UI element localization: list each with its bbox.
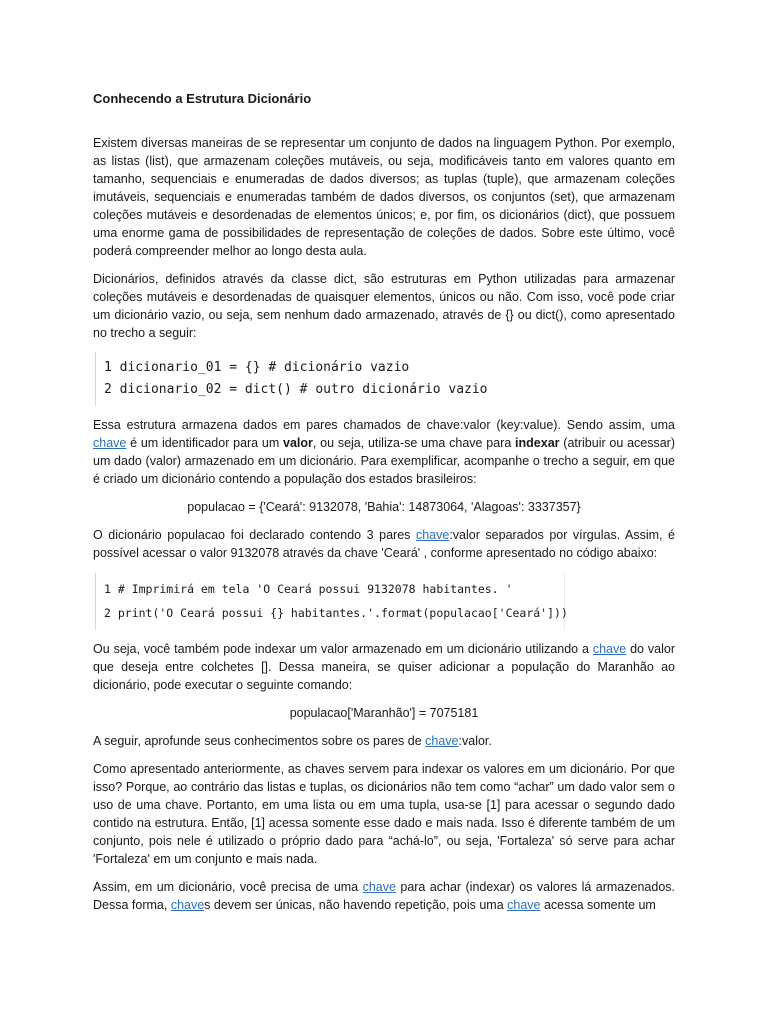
code-line: 1 dicionario_01 = {} # dicionário vazio (104, 360, 410, 375)
chave-link[interactable]: chave (170, 898, 205, 912)
text-run: (atribuir ou acessar) um dado (valor) armazenado em um dicionário. Para exemplificar, acompanhe o trecho a seguir, em que é criado um dicionário contendo a população dos estados brasileiros: (93, 436, 676, 486)
page-title: Conhecendo a Estrutura Dicionário (93, 91, 312, 106)
code-line: 2 dicionario_02 = dict() # outro dicionário vazio (104, 382, 488, 397)
example-maranhao: populacao['Maranhão'] = 7075181 (289, 706, 479, 720)
paragraph-populacao (93, 526, 675, 562)
bold-term-indexar: indexar (515, 436, 560, 450)
text-run: Assim, em um dicionário, você precisa de uma (93, 880, 363, 894)
text-run: , ou seja, utiliza-se uma chave para (312, 436, 516, 450)
text-run: para achar (indexar) os valores lá armazenados. Dessa forma, (93, 880, 675, 912)
code-line: 2 print('O Ceará possui {} habitantes.'.format(populacao['Ceará'])) (104, 606, 568, 620)
bold-term-valor: valor (283, 436, 313, 450)
paragraph-unique-keys (93, 878, 675, 914)
chave-link[interactable]: chave (507, 898, 541, 912)
code-block-empty-dict (95, 352, 675, 406)
paragraph-intro: Existem diversas maneiras de se representar um conjunto de dados na linguagem Python. Por exemplo, as listas (list), que armazenam coleções mutáveis, ou seja, modificáveis tanto em valores quanto em tamanho, sequenciais e enumeradas de dados diversos; as tuplas (tuple), que armazenam coleções imutáveis, sequenciais e enumeradas também de dados diversos, os conjuntos (set), que armazenam coleções mutáveis e desordenadas de elementos únicos; e, por fim, os dicionários (dict), que possuem uma enorme gama de possibilidades de representação de coleções de dados. Sobre este último, você poderá compreender melhor ao longo desta aula. (93, 136, 675, 258)
text-run: é um identificador para um (126, 436, 284, 450)
text-run: acessa somente um (540, 898, 656, 912)
paragraph-key-value (93, 416, 675, 488)
paragraph-next (93, 732, 675, 750)
example-populacao: populacao = {'Ceará': 9132078, 'Bahia': 14873064, 'Alagoas': 3337357} (187, 500, 581, 514)
text-run: O dicionário populacao foi declarado contendo 3 pares (93, 528, 416, 542)
chave-link[interactable]: chave (362, 880, 396, 894)
text-run: s devem ser únicas, não havendo repetição, pois uma (204, 898, 508, 912)
text-run: :valor separados por vírgulas. Assim, é possível acessar o valor 9132078 através da chave 'Ceará' , conforme apresentado no código abaixo: (93, 528, 675, 560)
text-run: A seguir, aprofunde seus conhecimentos sobre os pares de (93, 734, 426, 748)
code-block-print (95, 572, 568, 630)
chave-link[interactable]: chave (425, 734, 459, 748)
document-content (93, 90, 675, 924)
chave-link[interactable]: chave (93, 436, 127, 450)
text-run: Essa estrutura armazena dados em pares chamados de chave:valor (key:value). Sendo assim, uma (93, 418, 675, 432)
paragraph-explanation: Como apresentado anteriormente, as chaves servem para indexar os valores em um dicionário. Por que isso? Porque, ao contrário das listas e tuplas, os dicionários não tem como “achar” um dado valor sem o uso de uma chave. Portanto, em uma lista ou em uma tupla, usa-se [1] para acessar o segundo dado contido na estrutura. Então, [1] acessa somente esse dado e mais nada. Isso é diferente também de um conjunto, pois nele é utilizado o próprio dado para “achá-lo”, ou seja, 'Fortaleza' só serve para achar 'Fortaleza' em um conjunto e mais nada. (93, 762, 675, 866)
code-line: 1 # Imprimirá em tela 'O Ceará possui 9132078 habitantes. ' (104, 582, 513, 596)
text-run: Ou seja, você também pode indexar um valor armazenado em um dicionário utilizando a (93, 642, 593, 656)
text-run: do valor que deseja entre colchetes []. Dessa maneira, se quiser adicionar a população do Maranhão ao dicionário, pode executar o seguinte comando: (93, 642, 675, 692)
paragraph-indexing (93, 640, 675, 694)
chave-link[interactable]: chave (415, 528, 450, 542)
text-run: :valor. (458, 734, 492, 748)
paragraph-dictionaries: Dicionários, definidos através da classe dict, são estruturas em Python utilizadas para armazenar coleções mutáveis e desordenadas de quaisquer elementos, únicos ou não. Com isso, você pode criar um dicionário vazio, ou seja, sem nenhum dado armazenado, através de {} ou dict(), como apresentado no trecho a seguir: (93, 272, 675, 340)
chave-link[interactable]: chave (592, 642, 627, 656)
